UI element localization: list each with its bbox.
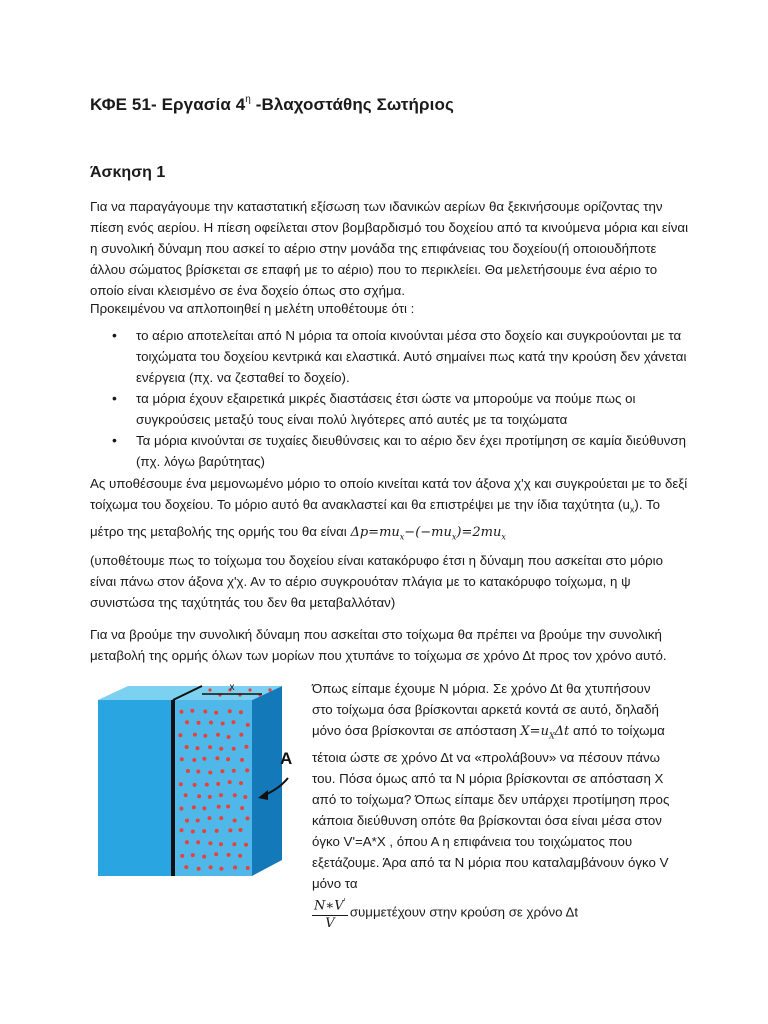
momentum-text-b: ). Το μέτρο της μεταβολής της ορμής του θα είναι — [90, 497, 661, 539]
molecule-dot — [214, 711, 218, 715]
molecule-dot — [193, 783, 197, 787]
paragraph-total-force: Για να βρούμε την συνολική δύναμη που ασκείται στο τοίχωμα θα πρέπει να βρούμε την συνολική μεταβολή της ορμής όλων των μορίων που χτυπάνε το τοίχωμα σε χρόνο Δt προς τον χρόνο αυτό. — [90, 627, 667, 663]
molecule-dot — [239, 828, 243, 832]
molecule-dot — [228, 709, 232, 713]
molecule-dot — [219, 816, 223, 820]
molecule-dot — [196, 770, 200, 774]
explanation-text-c: συμμετέχουν στην κρούση σε χρόνο Δt — [349, 904, 579, 920]
molecule-dot — [248, 688, 251, 691]
explanation-text-b: από το τοίχωμα τέτοια ώστε σε χρόνο Δt να «προλάβουν» να πέσουν πάνω του. Πόσα όμως από τα Ν μόρια βρίσκονται σε απόσταση Χ από το τοίχωμα? Όπως είπαμε δεν υπάρχει προτίμηση προς κάποια διεύθυνση οπότε θα βρίσκονται όσα είναι μέσα στον όγκο V'=A*X , όπου Α η επιφάνεια του τοιχώματος που εξετάζουμε. Άρα από τα Ν μόρια που καταλαμβάνουν όγκο V μόνο τα — [312, 723, 670, 891]
molecule-dot — [208, 841, 212, 845]
molecule-dot — [233, 866, 237, 870]
molecule-dot — [192, 758, 196, 762]
molecule-dot — [232, 720, 236, 724]
page-title — [90, 94, 454, 115]
container-side-face — [252, 686, 282, 876]
molecule-dot — [244, 843, 248, 847]
distance-formula — [520, 724, 569, 739]
molecule-dot — [202, 806, 206, 810]
label-a: A — [280, 749, 293, 768]
molecule-dot — [232, 769, 236, 773]
fraction-numerator — [312, 894, 348, 916]
molecule-dot — [219, 747, 223, 751]
molecule-dot — [184, 793, 188, 797]
formula-sub: x — [451, 532, 457, 542]
molecule-dot — [191, 830, 195, 834]
molecule-dot — [227, 853, 231, 857]
molecule-dot — [244, 745, 248, 749]
fraction-denominator: V — [325, 915, 335, 931]
molecule-dot — [226, 757, 230, 761]
molecule-dot — [208, 745, 212, 749]
molecule-dot — [220, 769, 224, 773]
molecule-dot — [239, 733, 243, 737]
title-superscript: η — [245, 94, 251, 105]
fraction-formula — [312, 894, 348, 932]
formula-part: Δp=mu — [350, 524, 400, 540]
section-heading: Άσκηση 1 — [90, 164, 166, 181]
paragraph-figure-explanation — [312, 678, 674, 932]
molecule-dot — [215, 829, 219, 833]
molecule-dot — [246, 816, 250, 820]
molecule-dot — [209, 721, 213, 725]
explanation-text-a: Όπως είπαμε έχουμε Ν μόρια. Σε χρόνο Δt θα χτυπήσουν στο τοίχωμα όσα βρίσκονται αρκετά κοντά σε αυτό, δηλαδή μόνο όσα βρίσκονται σε απόσταση — [312, 681, 659, 738]
molecule-dot — [205, 783, 209, 787]
molecule-dot — [196, 819, 200, 823]
molecule-dot — [240, 758, 244, 762]
molecule-dot — [228, 780, 232, 784]
formula-part: −(−mu — [404, 524, 452, 540]
molecule-dot — [185, 745, 189, 749]
molecule-dot — [268, 688, 271, 691]
molecule-dot — [202, 757, 206, 761]
slab-front-face — [172, 700, 252, 876]
molecule-dot — [215, 756, 219, 760]
molecule-dot — [243, 795, 247, 799]
molecule-dot — [185, 720, 189, 724]
molecule-dot — [219, 842, 223, 846]
molecule-dot — [180, 854, 184, 858]
formula-part: X=u — [520, 724, 549, 739]
molecule-dot — [227, 735, 231, 739]
molecule-dot — [219, 793, 223, 797]
container-figure — [92, 678, 302, 884]
formula-part: Δt — [554, 724, 570, 739]
molecule-dot — [180, 757, 184, 761]
molecule-dot — [202, 829, 206, 833]
molecule-dot — [219, 867, 223, 871]
molecule-dot — [209, 865, 213, 869]
assumptions-list — [90, 325, 690, 472]
molecule-dot — [196, 746, 200, 750]
molecule-dot — [226, 805, 230, 809]
title-author: -Βλαχοστάθης Σωτήριος — [250, 95, 454, 114]
list-item: • Τα μόρια κινούνται σε τυχαίες διευθύνσεις και το αέριο δεν έχει προτίμηση σε καμία διεύθυνση (πχ. λόγω βαρύτητας) — [90, 430, 690, 472]
molecule-dot — [246, 723, 250, 727]
molecule-dot — [191, 853, 195, 857]
momentum-sub: x — [629, 504, 635, 515]
label-x: x — [229, 682, 235, 693]
title-main: ΚΦΕ 51- Εργασία 4 — [90, 95, 246, 114]
molecule-dot — [179, 782, 183, 786]
formula-sub: X — [548, 731, 555, 741]
molecule-dot — [216, 782, 220, 786]
molecule-dot — [203, 710, 207, 714]
formula-sub: x — [399, 532, 405, 542]
molecule-dot — [197, 721, 201, 725]
paragraph-momentum — [90, 473, 690, 547]
molecule-dot — [208, 795, 212, 799]
molecule-dot — [239, 710, 243, 714]
molecule-dot — [232, 842, 236, 846]
list-item: • το αέριο αποτελείται από Ν μόρια τα οποία κινούνται μέσα στο δοχείο και συγκρούονται με τα τοιχώματα του δοχείου κεντρικά και ελαστικά. Αυτό σημαίνει πως κατά την κρούση δεν χάνεται ενέργεια (πχ. να ζεσταθεί το δοχείο). — [90, 325, 690, 388]
molecule-dot — [238, 854, 242, 858]
molecule-dot — [208, 816, 212, 820]
molecule-dot — [233, 819, 237, 823]
molecule-dot — [232, 747, 236, 751]
molecule-dot — [208, 771, 212, 775]
formula-part: )=2mu — [456, 524, 502, 540]
paragraph-wall-note: (υποθέτουμε πως το τοίχωμα του δοχείου είναι κατακόρυφο έτσι η δύναμη που ασκείται στο μόριο είναι πάνω στον άξονα χ'χ. Αν το αέριο συγκρουόταν πλάγια με το κατακόρυφο τοίχωμα, η ψ συνιστώσα της ταχύτητάς του δεν θα μεταβαλλόταν) — [90, 553, 664, 610]
molecule-dot — [202, 855, 206, 859]
paragraph-intro: Για να παραγάγουμε την καταστατική εξίσωση των ιδανικών αερίων θα ξεκινήσουμε ορίζοντας την πίεση ενός αερίου. Η πίεση οφείλεται στον βομβαρδισμό του δοχείου από τα κινούμενα μόρια και είναι η συνολική δύναμη που ασκεί το αέριο στην μονάδα της επιφάνειας του δοχείου(ή οποιουδήποτε άλλου σώματος βρίσκεται σε επαφή με το αέριο) που το περικλείει. Θα μελετήσουμε ένα αέριο το οποίο είναι κλεισμένο σε ένα δοχείο όπως στο σχήμα. — [90, 199, 689, 298]
molecule-dot — [180, 828, 184, 832]
molecule-dot — [197, 794, 201, 798]
molecule-dot — [216, 733, 220, 737]
paragraph-assumptions: Προκειμένου να απλοποιηθεί η μελέτη υποθέτουμε ότι : — [90, 301, 415, 316]
molecule-dot — [214, 852, 218, 856]
molecule-dot — [228, 828, 232, 832]
molecule-dot — [180, 710, 184, 714]
molecule-dot — [203, 734, 207, 738]
molecule-dot — [240, 806, 244, 810]
molecule-dot — [184, 865, 188, 869]
molecule-dot — [186, 769, 190, 773]
molecule-dot — [196, 840, 200, 844]
molecule-dot — [221, 722, 225, 726]
container-front-face — [98, 700, 172, 876]
molecule-dot — [217, 805, 221, 809]
molecule-dot — [208, 688, 211, 691]
molecule-dot — [185, 819, 189, 823]
formula-part: N∗V — [314, 897, 344, 913]
molecule-dot — [179, 807, 183, 811]
molecule-dot — [245, 768, 249, 772]
momentum-text-a: Ας υποθέσουμε ένα μεμονωμένο μόριο το οποίο κινείται κατά τον άξονα χ'χ και συγκρούεται με το δεξί τοίχωμα του δοχείου. Το μόριο αυτό θα ανακλαστεί και θα επιστρέψει με την ίδια ταχύτητα (u — [90, 476, 688, 512]
molecule-dot — [197, 867, 201, 871]
molecule-dot — [185, 840, 189, 844]
formula-sup: ' — [343, 896, 346, 906]
formula-sub: x — [501, 532, 506, 542]
molecule-dot — [190, 709, 194, 713]
list-item: • τα μόρια έχουν εξαιρετικά μικρές διαστάσεις έτσι ώστε να μπορούμε να πούμε πως οι συγκρούσεις μεταξύ τους είναι πολύ λιγότερες από αυτές με τα τοιχώματα — [90, 388, 690, 430]
molecule-dot — [233, 793, 237, 797]
molecule-dot — [239, 781, 243, 785]
molecule-dot — [246, 866, 250, 870]
momentum-formula — [350, 525, 505, 540]
molecule-dot — [193, 733, 197, 737]
molecule-dot — [192, 805, 196, 809]
molecule-dot — [178, 733, 182, 737]
